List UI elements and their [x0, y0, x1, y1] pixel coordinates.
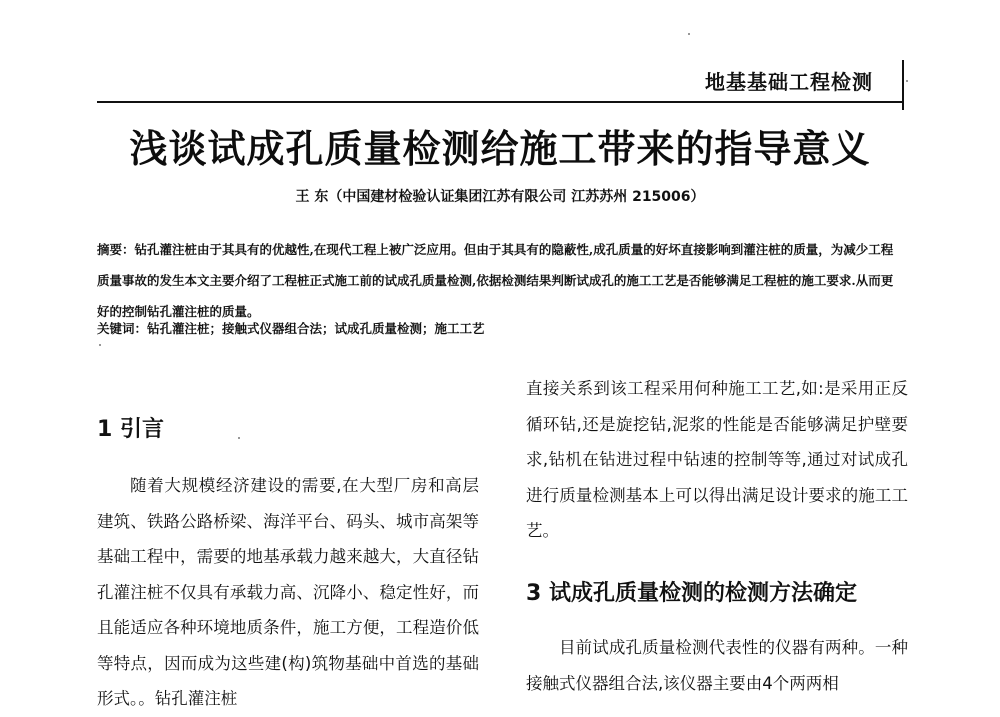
scan-speck	[238, 437, 240, 439]
author-byline: 王 东（中国建材检验认证集团江苏有限公司 江苏苏州 215006）	[295, 189, 705, 205]
scan-speck	[906, 80, 908, 82]
section-1-paragraph: 随着大规模经济建设的需要,在大型厂房和高层建筑、铁路公路桥梁、海洋平台、码头、城市高架等基础工程中，需要的地基承载力越来越大，大直径钻孔灌注桩不仅具有承载力高、沉降小、稳定性好，而且能适应各种环境地质条件，施工方便，工程造价低等特点，因而成为这些建(构)筑物基础中首选的基础形式。。钻孔灌注桩	[97, 476, 479, 708]
section-3-heading: 3 试成孔质量检测的检测方法确定	[526, 581, 857, 606]
keywords-label: 关键词：	[97, 321, 148, 336]
section-3-paragraph: 目前试成孔质量检测代表性的仪器有两种。一种接触式仪器组合法,该仪器主要由4个两两相	[526, 638, 908, 693]
keywords	[97, 313, 905, 344]
abstract-text: 钻孔灌注桩由于其具有的优越性,在现代工程上被广泛应用。但由于其具有的隐蔽性,成孔质量的好坏直接影响到灌注桩的质量，为减少工程质量事故的发生本文主要介绍了工程桩正式施工前的试成孔质量检测,依据检测结果判断试成孔的施工工艺是否能够满足工程桩的施工要求.从而更好的控制钻孔灌注桩的质量。	[97, 242, 894, 319]
journal-section-label: 地基基础工程检测	[705, 70, 873, 94]
abstract-label: 摘要：	[97, 242, 135, 257]
scan-speck	[688, 33, 690, 35]
header-rule	[97, 101, 903, 103]
scan-speck	[99, 344, 101, 346]
right-column-continuation: 直接关系到该工程采用何种施工工艺,如:是采用正反循环钻,还是旋挖钻,泥浆的性能是否能够满足护壁要求,钻机在钻进过程中钻速的控制等等,通过对试成孔进行质量检测基本上可以得出满足设计要求的施工工艺。	[526, 379, 908, 540]
keywords-text: 钻孔灌注桩；接触式仪器组合法；试成孔质量检测；施工工艺	[147, 321, 485, 336]
section-1-heading: 1 引言	[97, 417, 164, 442]
article-title: 浅谈试成孔质量检测给施工带来的指导意义	[129, 127, 871, 171]
